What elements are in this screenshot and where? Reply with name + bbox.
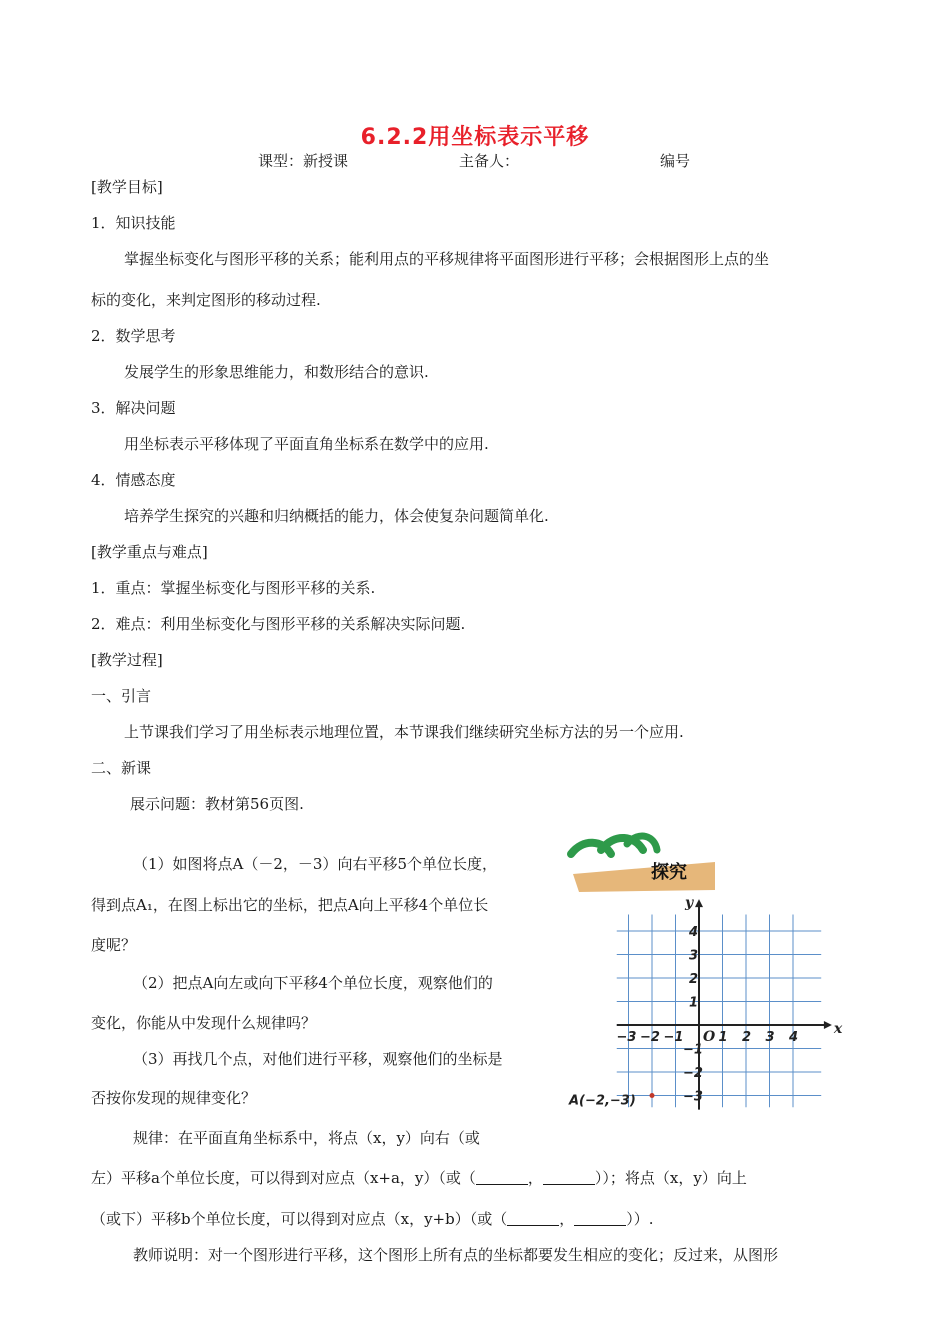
- point-a-marker: [650, 1093, 655, 1098]
- objective-4-title: 4．情感态度: [91, 471, 176, 489]
- origin-label: O: [703, 1029, 716, 1045]
- show-problem: 展示问题：教材第56页图.: [130, 795, 304, 813]
- banner-label: 探究: [651, 862, 687, 883]
- x-tick-label: 3: [765, 1030, 775, 1045]
- coordinate-figure: [565, 832, 855, 1122]
- new-lesson-heading: 二、新课: [91, 759, 152, 777]
- page-title: 6.2.2用坐标表示平移: [360, 125, 590, 150]
- preparer: 主备人：: [459, 152, 520, 170]
- question-2-cont: 变化，你能从中发现什么规律吗？: [91, 1014, 317, 1032]
- banner-ribbon: [573, 862, 715, 892]
- doc-number: 编号: [660, 152, 691, 170]
- question-1: （1）如图将点A（－2，－3）向右平移5个单位长度，: [133, 855, 498, 873]
- objective-1-title: 1．知识技能: [91, 214, 176, 232]
- question-1-cont: 得到点A₁，在图上标出它的坐标，把点A向上平移4个单位长: [91, 896, 489, 914]
- objective-1-text-cont: 标的变化，来判定图形的移动过程.: [91, 291, 321, 309]
- question-2: （2）把点A向左或向下平移4个单位长度，观察他们的: [133, 974, 493, 992]
- rule-text-line-3: [91, 1208, 654, 1229]
- key-points-heading: [教学重点与难点]: [91, 543, 208, 561]
- y-tick-label: 1: [689, 995, 699, 1011]
- rule-part: ））.: [626, 1210, 654, 1228]
- x-tick-label: −3: [616, 1030, 637, 1045]
- rule-comma: ，: [527, 1169, 543, 1187]
- y-axis-label: y: [685, 895, 694, 912]
- question-3: （3）再找几个点，对他们进行平移，观察他们的坐标是: [133, 1050, 503, 1068]
- objectives-heading: [教学目标]: [91, 178, 163, 196]
- lesson-meta: [0, 150, 950, 170]
- objective-3-title: 3．解决问题: [91, 399, 176, 417]
- x-tick-label: 1: [718, 1030, 728, 1045]
- intro-text: 上节课我们学习了用坐标表示地理位置，本节课我们继续研究坐标方法的另一个应用.: [124, 723, 684, 741]
- objective-4-text: 培养学生探究的兴趣和归纳概括的能力，体会使复杂问题简单化.: [124, 507, 549, 525]
- x-tick-label: −1: [663, 1030, 684, 1045]
- coordinate-grid-svg: [565, 832, 855, 1122]
- rule-text: 规律：在平面直角坐标系中，将点（x，y）向右（或: [133, 1129, 480, 1147]
- x-axis-label: x: [833, 1021, 843, 1037]
- x-tick-label: 4: [789, 1030, 799, 1045]
- key-point-1: 1．重点：掌握坐标变化与图形平移的关系.: [91, 579, 376, 597]
- intro-heading: 一、引言: [91, 687, 152, 705]
- y-tick-label: 4: [689, 925, 699, 940]
- grid-lines: [617, 915, 821, 1108]
- point-a-label: A(−2,−3): [569, 1093, 636, 1109]
- question-3-cont: 否按你发现的规律变化？: [91, 1089, 257, 1107]
- process-heading: [教学过程]: [91, 651, 163, 669]
- answer-blank[interactable]: [476, 1170, 528, 1185]
- y-tick-label: 2: [689, 972, 699, 987]
- rule-part: （或下）平移b个单位长度，可以得到对应点（x，y+b）（或（: [91, 1210, 508, 1228]
- explore-banner: [571, 836, 715, 892]
- rule-part: 左）平移a个单位长度，可以得到对应点（x+a，y）（或（: [91, 1169, 476, 1187]
- x-axis-arrow-icon: [824, 1021, 832, 1029]
- answer-blank[interactable]: [543, 1170, 595, 1185]
- objective-2-text: 发展学生的形象思维能力，和数形结合的意识.: [124, 363, 429, 381]
- y-axis-arrow-icon: [695, 899, 703, 907]
- y-tick-label: −1: [683, 1042, 703, 1058]
- question-1-end: 度呢？: [91, 936, 137, 954]
- rule-text-line-2: [91, 1167, 747, 1188]
- answer-blank[interactable]: [507, 1211, 559, 1226]
- key-point-2: 2．难点：利用坐标变化与图形平移的关系解决实际问题.: [91, 615, 466, 633]
- lesson-type: 课型：新授课: [258, 152, 349, 170]
- teacher-note: 教师说明：对一个图形进行平移，这个图形上所有点的坐标都要发生相应的变化；反过来，从图形: [133, 1246, 779, 1264]
- y-tick-label: −3: [683, 1089, 703, 1105]
- objective-3-text: 用坐标表示平移体现了平面直角坐标系在数学中的应用.: [124, 435, 489, 453]
- rule-part: ））；将点（x，y）向上: [594, 1169, 747, 1187]
- x-tick-label: 2: [742, 1030, 752, 1045]
- rule-comma: ，: [559, 1210, 575, 1228]
- objective-1-text: 掌握坐标变化与图形平移的关系；能利用点的平移规律将平面图形进行平移；会根据图形上点的坐: [124, 250, 770, 268]
- answer-blank[interactable]: [574, 1211, 626, 1226]
- objective-2-title: 2．数学思考: [91, 327, 176, 345]
- x-tick-label: −2: [640, 1030, 660, 1045]
- y-tick-label: 3: [689, 948, 699, 964]
- y-tick-label: −2: [683, 1066, 703, 1081]
